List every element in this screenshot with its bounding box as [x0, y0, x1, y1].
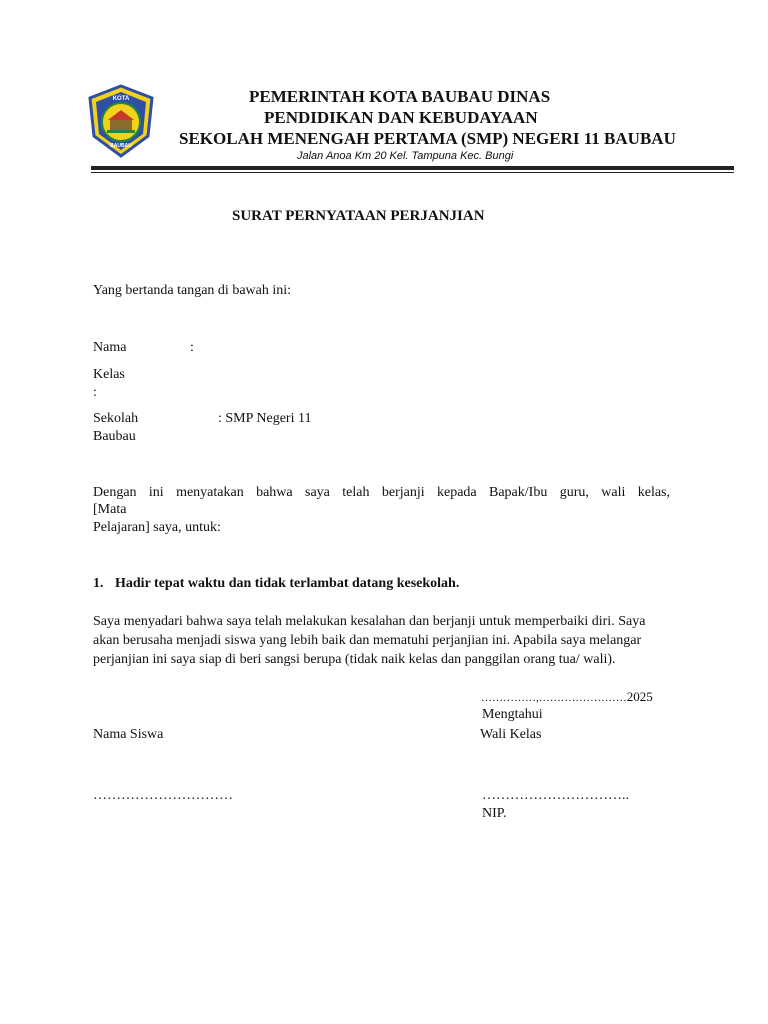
body-line-3: perjanjian ini saya siap di beri sangsi berupa (tidak naik kelas dan panggilan orang tua/ wali).: [93, 652, 616, 667]
field-nama-colon: :: [190, 340, 194, 355]
statement-line-3: Pelajaran] saya, untuk:: [93, 520, 221, 535]
letterhead-line-3: SEKOLAH MENENGAH PERTAMA (SMP) NEGERI 11 BAUBAU: [179, 129, 676, 148]
letterhead-line-2: PENDIDIKAN DAN KEBUDAYAAN: [264, 108, 538, 127]
student-name-label: Nama Siswa: [93, 727, 164, 742]
body-line-1: Saya menyadari bahwa saya telah melakukan kesalahan dan berjanji untuk memperbaiki diri. Saya: [93, 614, 646, 629]
document-title: SURAT PERNYATAAN PERJANJIAN: [232, 208, 485, 224]
intro-text: Yang bertanda tangan di bawah ini:: [93, 283, 292, 298]
letterhead-rule-thick: [91, 166, 734, 170]
field-sekolah-value: : SMP Negeri 11: [218, 411, 312, 426]
nip-label: NIP.: [482, 806, 507, 821]
date-dots: ……………,……………………: [481, 692, 627, 704]
field-sekolah-wrap: Baubau: [93, 429, 136, 444]
agreement-point-number: 1.: [93, 576, 104, 591]
city-logo: [86, 84, 156, 158]
teacher-signature-line: …………………………..: [482, 788, 629, 803]
date-year: 2025: [626, 689, 653, 704]
letterhead-address: Jalan Anoa Km 20 Kel. Tampuna Kec. Bungi: [297, 150, 514, 162]
agreement-point-text: Hadir tepat waktu dan tidak terlambat datang kesekolah.: [115, 576, 460, 591]
student-signature-line: …………………………: [93, 788, 233, 803]
logo-text-bottom: BAUBAU: [110, 143, 132, 149]
letterhead-line-1: PEMERINTAH KOTA BAUBAU DINAS: [249, 87, 551, 106]
mengetahui-label: Mengtahui: [482, 707, 543, 722]
wali-kelas-label: Wali Kelas: [480, 727, 542, 742]
agreement-point-1: [93, 576, 459, 592]
letterhead-rule-thin: [91, 172, 734, 173]
date-line: [481, 689, 653, 705]
field-kelas-colon: :: [93, 385, 97, 400]
logo-text-top: KOTA: [112, 96, 130, 102]
body-line-2: akan berusaha menjadi siswa yang lebih baik dan mematuhi perjanjian ini. Apabila saya melangar: [93, 633, 642, 648]
statement-line-1: Dengan ini menyatakan bahwa saya telah berjanji kepada Bapak/Ibu guru, wali kelas,: [93, 485, 670, 500]
field-kelas-label: Kelas: [93, 367, 125, 382]
statement-line-2: [Mata: [93, 502, 127, 517]
field-nama-label: Nama: [93, 340, 127, 355]
field-sekolah-label: Sekolah: [93, 411, 139, 426]
